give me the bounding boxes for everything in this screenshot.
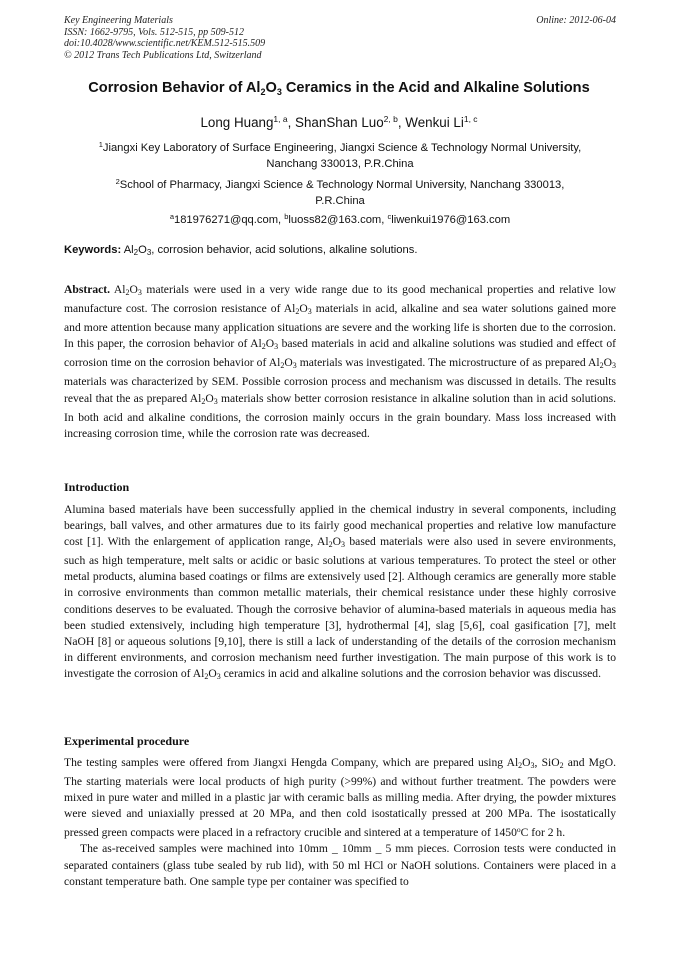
copyright-line: © 2012 Trans Tech Publications Ltd, Switzerland (64, 49, 262, 61)
author-sup: 1, a (273, 114, 288, 124)
affiliation-1: $^1$Jiangxi Key Laboratory of Surface Engineering, Jiangxi Science & Technology Normal University, Nanchang 330013, P.R.China (98, 140, 582, 170)
author-name: ShanShan Luo (295, 115, 384, 130)
author-list: Long Huang$^{1, a}$, ShanShan Luo$^{2, b}$, Wenkui Li$^{1, c}$ (200, 114, 478, 130)
keywords-label: Keywords: (64, 244, 122, 256)
author-sup: 1, c (463, 114, 478, 124)
email-line: $^a$181976271@qq.com, $^b$luoss82@163.com, $^c$liwenkui1976@163.com (169, 212, 511, 226)
experimental-paragraph-2: The as-received samples were machined into 10mm _ 10mm _ 5 mm pieces. Corrosion tests were conducted in separated containers (glass tube sealed by rub lid), with 50 ml HCl or NaOH solutions. Containers were placed in a constant temperature bath. One sample type per container was specified to (64, 842, 616, 888)
introduction-paragraph: Alumina based materials have been successfully applied in the chemical industry in several components, including bearings, ball valves, and other armatures due to its fairly good mechanical properties and relative low manufacture cost [1]. With the enlargement of application range, $Al_2O_3$ based materials were also used in severe environments, such as high temperature, melt salts or acidic or basic solutions at various temperatures. To protect the steel or other metal products, alumina based coatings or films are extensively used [2]. Although ceramics are generally more stable in corrosive environments than common metallic materials, their chemical resistance under these highly corrosive conditions deserves to be evaluated. Though the corrosive behavior of alumina-based materials in aqueous media has been studied extensively, including high temperature [3], hydrothermal [4], slag [5,6], coal gasification [7], melt NaOH [8] or aqueous solutions [9,10], there is still a lack of understanding of the details of the corrosion mechanism in different environments, and corrosion mechanism need further investigation. The main purpose of this work is to investigate the corrosion of $Al_2O_3$ ceramics in acid and alkaline solutions and the corrosion behavior was discussed. (64, 503, 616, 681)
journal-name: Key Engineering Materials (64, 15, 173, 26)
author-name: Long Huang (200, 115, 274, 130)
author-sup: 2, b (383, 114, 398, 124)
paper-title: Corrosion Behavior of $Al_2O_3$ Ceramics in the Acid and Alkaline Solutions (88, 80, 590, 97)
email-link[interactable]: luoss82@163.com, (288, 214, 388, 226)
abstract: Abstract. $Al_2O_3$ materials were used in a very wide range due to its good mechanical properties and relative low manufacture cost. The corrosion resistance of $Al_2O_3$ materials in acid, alkaline and sea water solutions gained more and more attention because many application situations are severe and the working life is shorten due to the corrosion. In this paper, the corrosion behavior of $Al_2O_3$ based materials in acid and alkaline solutions was studied and effect of corrosion time on the corrosion behavior of $Al_2O_3$ materials was investigated. The microstructure of as prepared $Al_2O_3$ materials was characterized by SEM. Possible corrosion process and mechanism was discussed in details. The results reveal that the as prepared $Al_2O_3$ materials show better corrosion resistance in alkaline solution than in acid solutions. In both acid and alkaline conditions, the corrosion mainly occurs in the grain boundary. Mass loss increased with increasing corrosion time, while the corrosion rate was decreased. (64, 283, 616, 440)
online-date: Online: 2012-06-04 (536, 15, 616, 26)
experimental-paragraph-1: The testing samples were offered from Jiangxi Hengda Company, which are prepared using $Al_2O_3$, SiO$_2$ and MgO. The starting materials were local products of high purity (>99%) and without further treatment. The powders were mixed in pure water and milled in a plastic jar with ceramic balls as milling media. After drying, the powder mixtures were sieved and uniaxially pressed at 20 MPa, and then cold isostatically pressed at 200 MPa. The isostatically pressed green compacts were placed in a refractory crucible and sintered at a temperature of 1450$^o$C for 2 h. (64, 756, 616, 840)
abstract-label: Abstract. (64, 283, 111, 296)
issn-line: ISSN: 1662-9795, Vols. 512-515, pp 509-512 (64, 26, 244, 38)
email-link[interactable]: 181976271@qq.com, (173, 214, 285, 226)
doi-line: doi:10.4028/www.scientific.net/KEM.512-515.509 (64, 38, 266, 49)
keywords: Keywords: $Al_2O_3$, corrosion behavior, acid solutions, alkaline solutions. (64, 244, 418, 257)
section-heading-experimental: Experimental procedure (64, 734, 190, 748)
author-name: Wenkui Li (405, 115, 464, 130)
email-link[interactable]: liwenkui1976@163.com (391, 214, 511, 226)
experimental-paragraphs (64, 755, 616, 890)
affiliation-2: $^2$School of Pharmacy, Jiangxi Science & Technology Normal University, Nanchang 330013, P.R.China (115, 177, 565, 207)
section-heading-introduction: Introduction (64, 480, 130, 494)
journal-header (64, 15, 616, 61)
